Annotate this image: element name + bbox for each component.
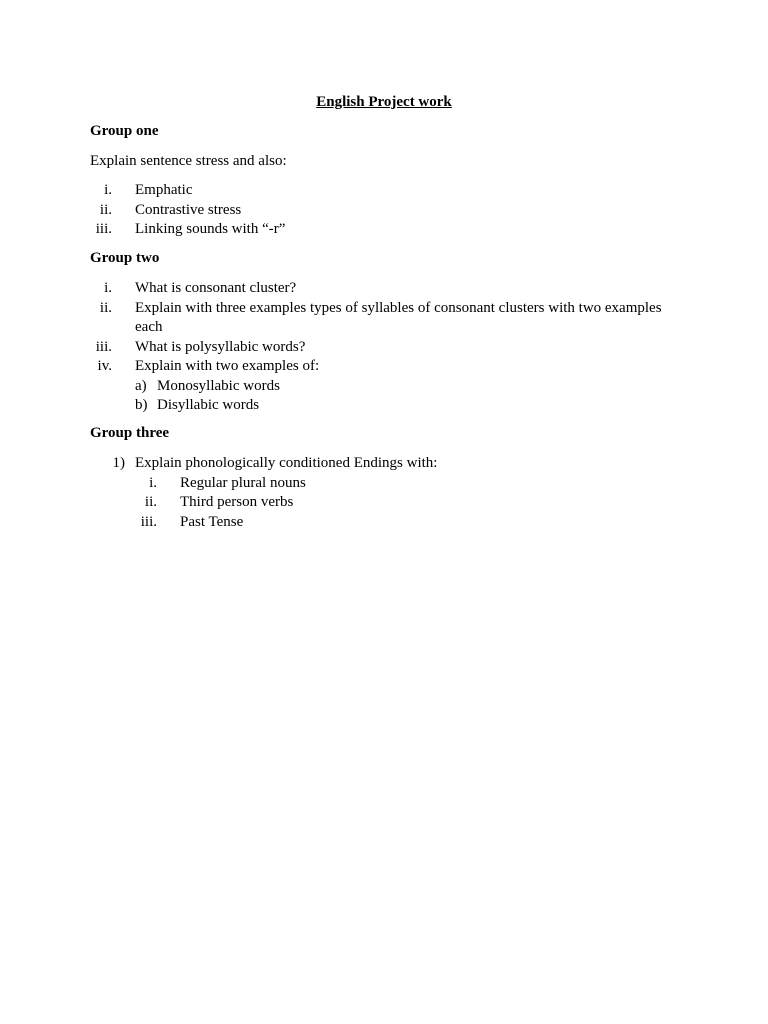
sub-list-item <box>135 396 680 416</box>
group-two-section <box>90 249 680 269</box>
list-marker: iii. <box>95 221 112 237</box>
list-marker: i. <box>104 182 112 198</box>
group-two-list <box>90 279 680 416</box>
list-item <box>90 454 680 532</box>
list-marker: ii. <box>99 201 112 218</box>
list-item <box>90 201 680 221</box>
list-item-text: Explain with three examples types of syllables of consonant clusters with two examples each <box>135 299 662 335</box>
group-three-section <box>90 424 680 444</box>
list-marker: 1) <box>112 455 125 471</box>
nested-list-item-text: Past Tense <box>180 513 244 530</box>
sub-list-item-text: Monosyllabic words <box>157 377 280 394</box>
sub-list-marker: b) <box>135 397 148 413</box>
nested-list-marker: i. <box>149 474 157 491</box>
group-three-heading: Group three <box>90 425 170 441</box>
list-item <box>90 181 680 201</box>
list-item <box>90 338 680 358</box>
group-two-heading: Group two <box>90 250 160 266</box>
group-one-section <box>90 122 680 142</box>
sub-list-marker: a) <box>135 377 147 394</box>
document-title: English Project work <box>316 94 452 110</box>
list-marker: iv. <box>97 358 112 374</box>
nested-list-item <box>135 513 680 533</box>
list-item <box>90 279 680 299</box>
list-item-text: What is consonant cluster? <box>135 280 297 296</box>
nested-list-item <box>135 474 680 494</box>
list-marker: iii. <box>95 338 112 355</box>
list-item-text: Explain phonologically conditioned Endings with: <box>135 455 438 471</box>
group-three-list <box>90 454 680 532</box>
sub-list-item <box>135 377 680 397</box>
nested-list-item-text: Third person verbs <box>180 494 294 510</box>
group-one-intro: Explain sentence stress and also: <box>90 153 287 169</box>
list-item-text: Contrastive stress <box>135 201 242 218</box>
list-marker: i. <box>104 280 112 296</box>
list-item <box>90 357 680 416</box>
sub-list-item-text: Disyllabic words <box>157 397 260 413</box>
list-item-text: Emphatic <box>135 182 193 198</box>
list-marker: ii. <box>99 299 112 316</box>
list-item <box>90 299 680 338</box>
list-item-text: Explain with two examples of: <box>135 358 320 374</box>
nested-list-item <box>135 493 680 513</box>
group-one-heading: Group one <box>90 123 159 139</box>
nested-list-marker: ii. <box>144 494 157 510</box>
list-item <box>90 220 680 240</box>
list-item-text: Linking sounds with “-r” <box>135 221 286 237</box>
nested-list-item-text: Regular plural nouns <box>180 474 306 491</box>
nested-list-marker: iii. <box>140 513 157 530</box>
group-one-list <box>90 181 680 240</box>
list-item-text: What is polysyllabic words? <box>135 338 306 355</box>
group-one-intro-block <box>90 152 680 172</box>
